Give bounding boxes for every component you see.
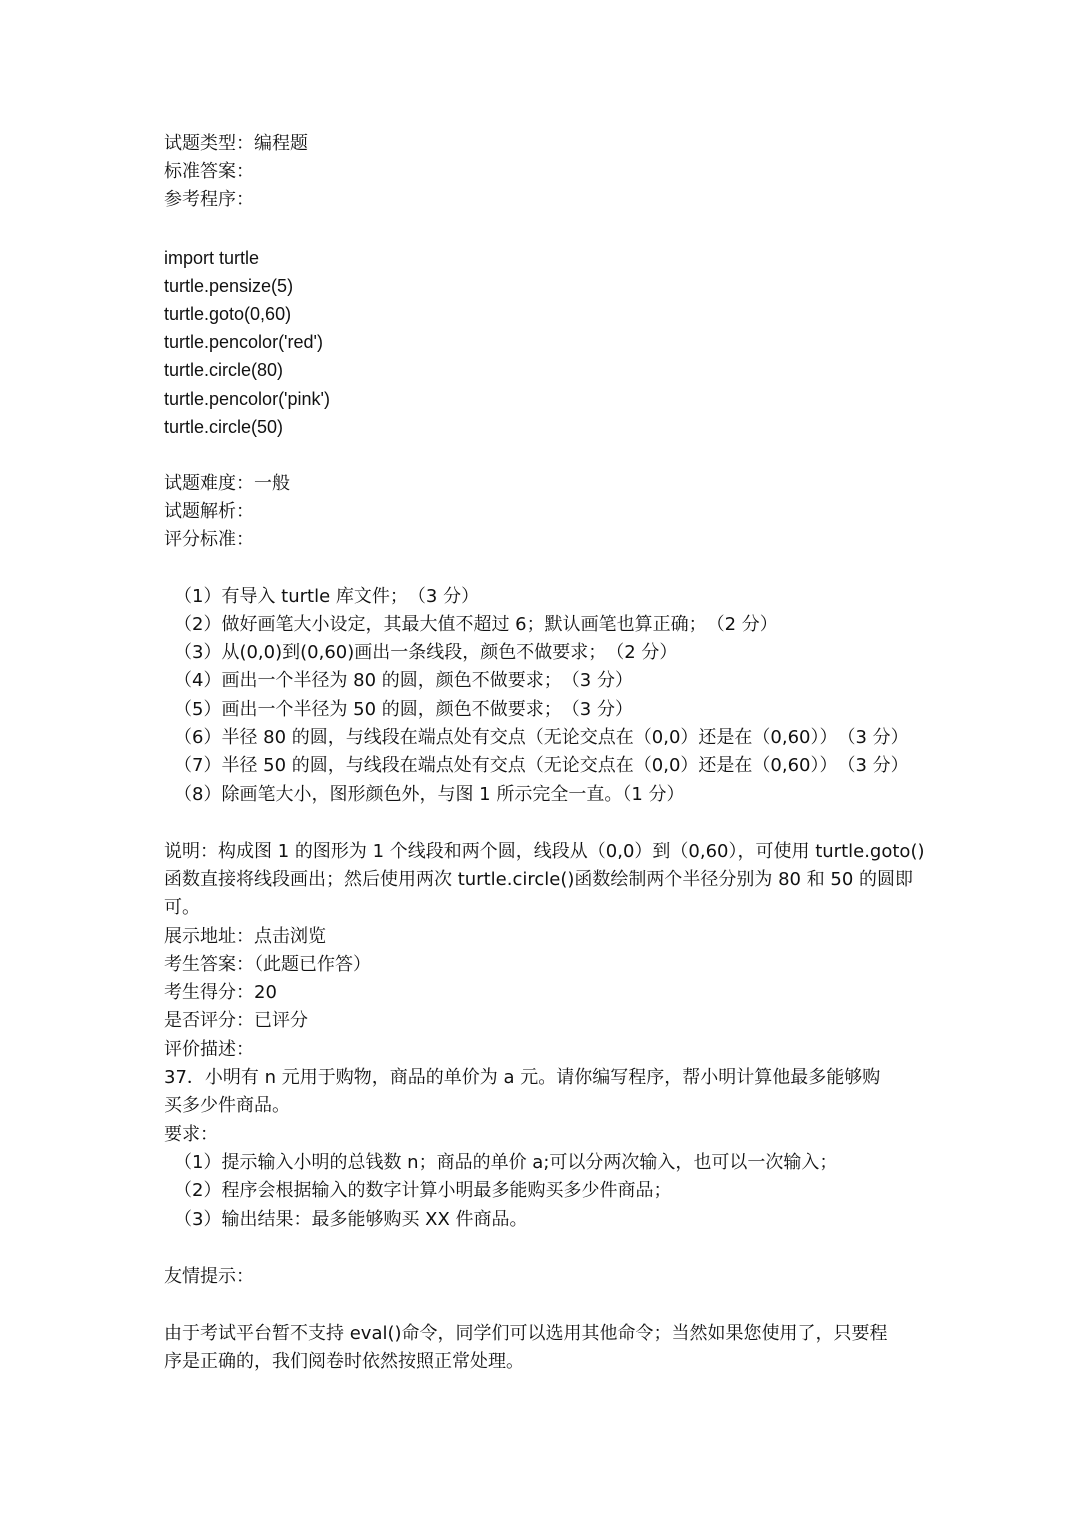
question-type: 试题类型：编程题	[164, 133, 308, 154]
tip-label: 友情提示：	[164, 1266, 254, 1287]
code-line: turtle.circle(50)	[164, 417, 284, 437]
code-line: turtle.pencolor('red')	[164, 332, 323, 352]
explanation-line: 可。	[164, 897, 200, 918]
code-line: import turtle	[164, 248, 260, 268]
criteria-item: （8）除画笔大小，图形颜色外，与图 1 所示完全一直。（1 分）	[174, 784, 685, 805]
question-line: 买多少件商品。	[164, 1095, 290, 1116]
requirement-item: （1）提示输入小明的总钱数 n；商品的单价 a;可以分两次输入，也可以一次输入；	[174, 1152, 838, 1173]
requirement-item: （2）程序会根据输入的数字计算小明最多能购买多少件商品；	[174, 1180, 672, 1201]
criteria-item: （1）有导入 turtle 库文件； （3 分）	[174, 586, 480, 607]
explanation-line: 函数直接将线段画出；然后使用两次 turtle.circle()函数绘制两个半径分别为 80 和 50 的圆即	[164, 869, 914, 890]
candidate-answer: 考生答案：（此题已作答）	[164, 954, 371, 975]
difficulty: 试题难度：一般	[164, 473, 290, 494]
show-address: 展示地址：点击浏览	[164, 926, 326, 947]
graded-status: 是否评分：已评分	[164, 1010, 308, 1031]
requirements-label: 要求：	[164, 1124, 218, 1145]
question-line: 37．小明有 n 元用于购物，商品的单价为 a 元。请你编写程序，帮小明计算他最多能够购	[164, 1067, 881, 1088]
code-line: turtle.pencolor('pink')	[164, 389, 330, 409]
criteria-label: 评分标准：	[164, 529, 254, 550]
code-line: turtle.goto(0,60)	[164, 304, 292, 324]
criteria-item: （7）半径 50 的圆，与线段在端点处有交点（无论交点在（0,0）还是在（0,60）） （3 分）	[174, 755, 909, 776]
criteria-item: （6）半径 80 的圆，与线段在端点处有交点（无论交点在（0,0）还是在（0,60）） （3 分）	[174, 727, 909, 748]
criteria-item: （5）画出一个半径为 50 的圆，颜色不做要求； （3 分）	[174, 699, 633, 720]
evaluation-label: 评价描述：	[164, 1039, 254, 1060]
reference-program-label: 参考程序：	[164, 189, 254, 210]
tip-line: 序是正确的，我们阅卷时依然按照正常处理。	[164, 1351, 524, 1372]
criteria-item: （2）做好画笔大小设定，其最大值不超过 6；默认画笔也算正确； （2 分）	[174, 614, 778, 635]
requirement-item: （3）输出结果：最多能够购买 XX 件商品。	[174, 1209, 528, 1230]
criteria-item: （3）从(0,0)到(0,60)画出一条线段，颜色不做要求； （2 分）	[174, 642, 678, 663]
code-line: turtle.pensize(5)	[164, 276, 294, 296]
analysis-label: 试题解析：	[164, 501, 254, 522]
criteria-item: （4）画出一个半径为 80 的圆，颜色不做要求； （3 分）	[174, 670, 633, 691]
tip-line: 由于考试平台暂不支持 eval()命令，同学们可以选用其他命令；当然如果您使用了，只要程	[164, 1323, 888, 1344]
standard-answer-label: 标准答案：	[164, 161, 254, 182]
explanation-line: 说明：构成图 1 的图形为 1 个线段和两个圆，线段从（0,0）到（0,60），可使用 turtle.goto()	[164, 841, 925, 862]
candidate-score: 考生得分：20	[164, 982, 277, 1003]
code-line: turtle.circle(80)	[164, 360, 284, 380]
